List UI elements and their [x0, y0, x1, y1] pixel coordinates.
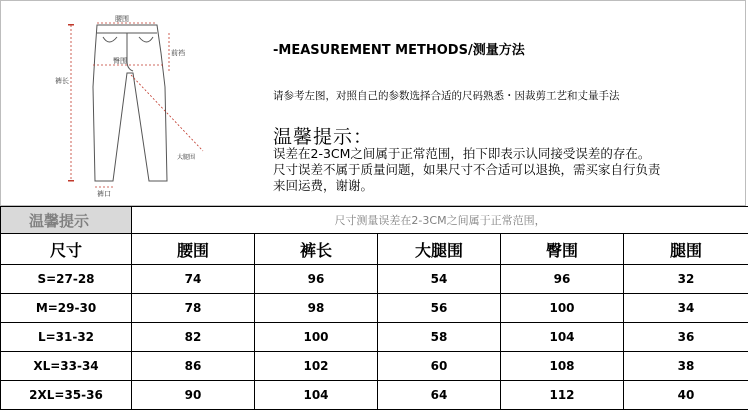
tips-title: 温馨提示：	[273, 122, 373, 149]
thigh-cell: 56	[378, 294, 501, 323]
hip-cell: 96	[501, 265, 624, 294]
hip-label: 臀围	[113, 56, 127, 65]
table-tip-text: 尺寸测量误差在2-3CM之间属于正常范围，	[132, 207, 748, 234]
measurement-description: 请参考左图，对照自己的参数选择合适的尺码熟悉・因裁剪工艺和丈量手法	[273, 88, 620, 103]
waist-cell: 86	[132, 352, 255, 381]
hip-cell: 108	[501, 352, 624, 381]
waist-cell: 82	[132, 323, 255, 352]
size-cell: 2XL=35-36	[1, 381, 132, 410]
thigh-cell: 54	[378, 265, 501, 294]
waist-cell: 90	[132, 381, 255, 410]
size-table	[0, 206, 748, 410]
table-row	[1, 294, 748, 323]
hem-label: 裤口	[97, 189, 111, 198]
waist-cell: 74	[132, 265, 255, 294]
leg-cell: 38	[624, 352, 748, 381]
length-cell: 104	[255, 381, 378, 410]
leg-cell: 32	[624, 265, 748, 294]
waist-cell: 78	[132, 294, 255, 323]
table-row	[1, 323, 748, 352]
thigh-cell: 60	[378, 352, 501, 381]
tips-line: 尺寸误差不属于质量问题，如果尺寸不合适可以退换，需买家自行负责	[273, 162, 713, 178]
crotch-label: 前裆	[171, 48, 185, 57]
hip-cell: 104	[501, 323, 624, 352]
header-hip: 臀围	[501, 234, 624, 265]
size-cell: XL=33-34	[1, 352, 132, 381]
hip-cell: 100	[501, 294, 624, 323]
table-tip-label: 温馨提示	[1, 207, 132, 234]
thigh-label: 大腿围	[177, 153, 195, 161]
thigh-cell: 64	[378, 381, 501, 410]
size-cell: S=27-28	[1, 265, 132, 294]
table-header-row	[1, 234, 748, 265]
leg-cell: 40	[624, 381, 748, 410]
size-cell: M=29-30	[1, 294, 132, 323]
tips-line: 误差在2-3CM之间属于正常范围，拍下即表示认同接受误差的存在。	[273, 146, 713, 162]
hip-cell: 112	[501, 381, 624, 410]
pants-diagram	[53, 11, 213, 201]
length-cell: 98	[255, 294, 378, 323]
header-waist: 腰围	[132, 234, 255, 265]
length-cell: 100	[255, 323, 378, 352]
table-row	[1, 352, 748, 381]
table-tip-row	[1, 207, 748, 234]
header-size: 尺寸	[1, 234, 132, 265]
length-cell: 102	[255, 352, 378, 381]
leg-cell: 36	[624, 323, 748, 352]
leg-cell: 34	[624, 294, 748, 323]
measurement-title: -MEASUREMENT METHODS/测量方法	[273, 39, 525, 58]
length-cell: 96	[255, 265, 378, 294]
table-row	[1, 265, 748, 294]
table-row	[1, 381, 748, 410]
header-leg: 腿围	[624, 234, 748, 265]
thigh-cell: 58	[378, 323, 501, 352]
header-thigh: 大腿围	[378, 234, 501, 265]
tips-body	[273, 146, 713, 194]
length-label: 裤长	[55, 76, 69, 85]
header-length: 裤长	[255, 234, 378, 265]
tips-line: 来回运费，谢谢。	[273, 178, 713, 194]
size-cell: L=31-32	[1, 323, 132, 352]
waist-label: 腰围	[115, 14, 129, 23]
